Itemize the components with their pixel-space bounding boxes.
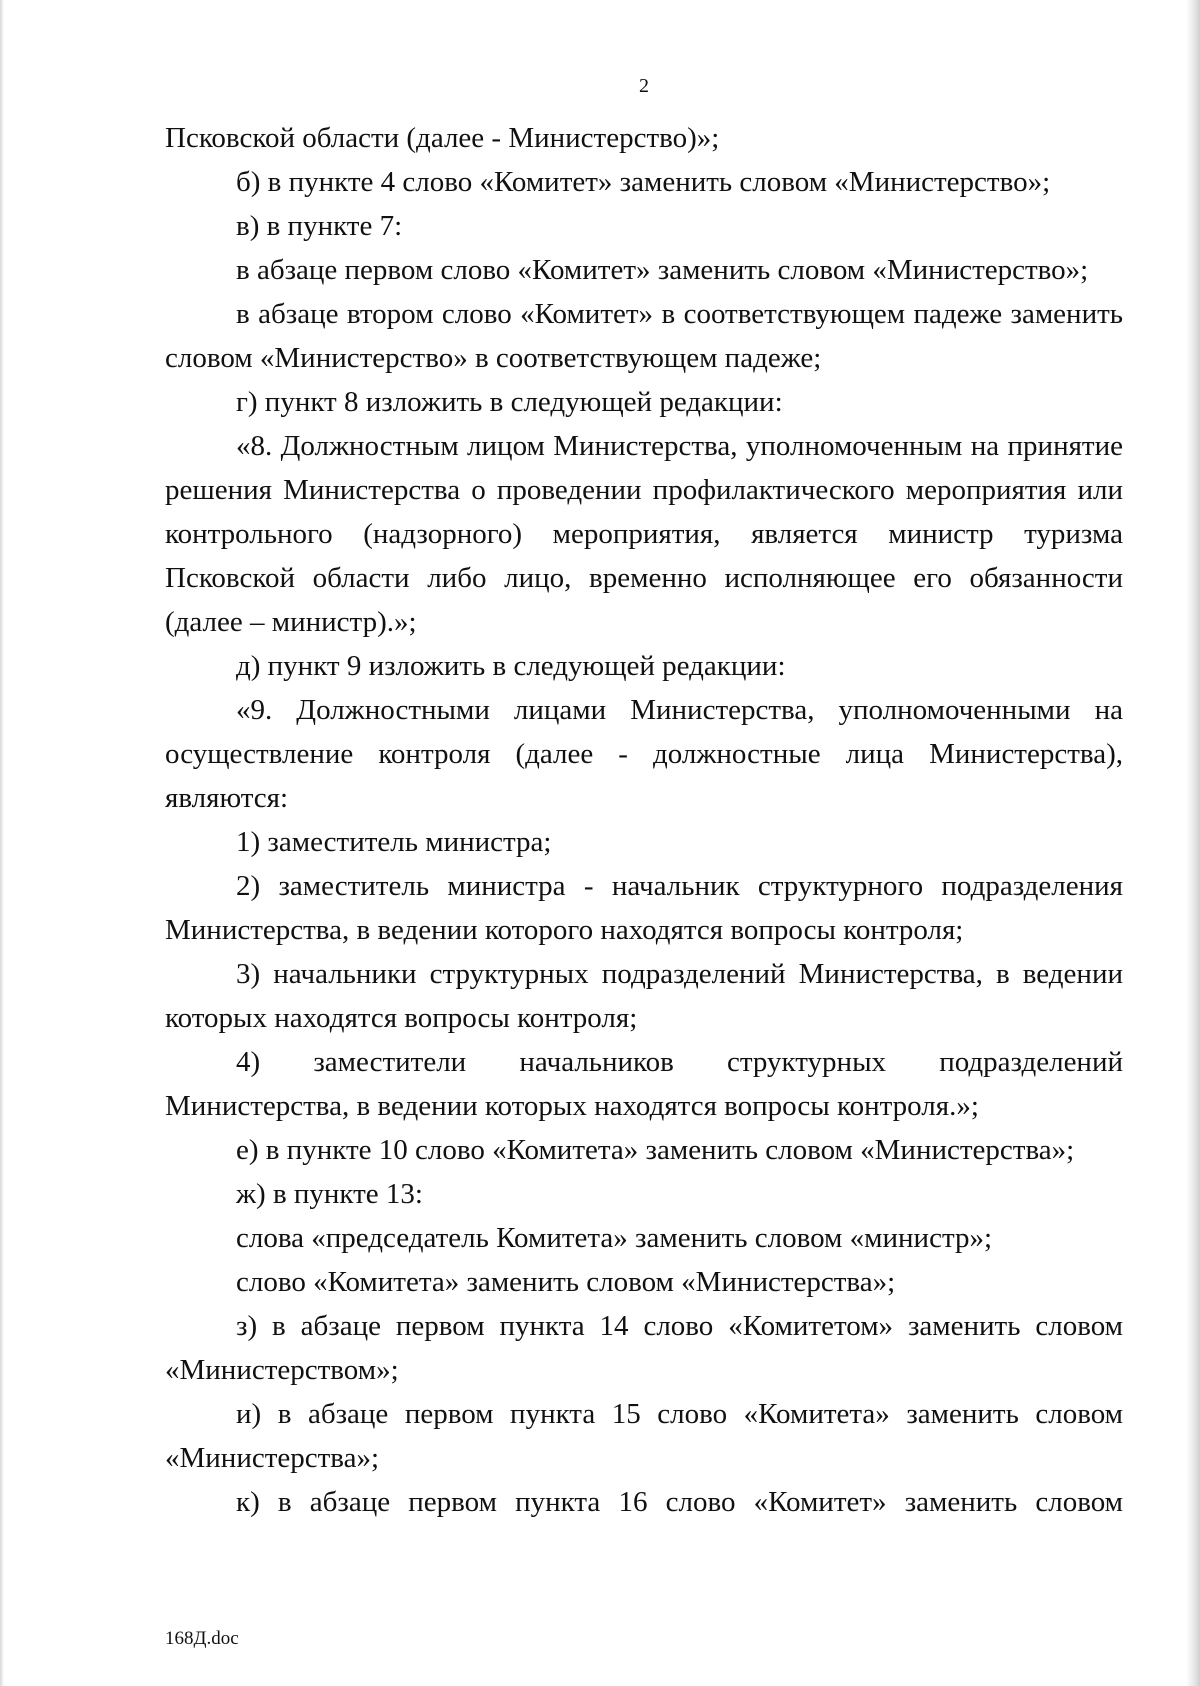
paragraph: е) в пункте 10 слово «Комитета» заменить словом «Министерства»; bbox=[236, 1134, 1075, 1166]
scan-edge-left bbox=[0, 0, 4, 1686]
list-item: 2) заместитель министра - начальник структурного подразделения Министерства, в ведении которого находятся вопросы контроля; bbox=[165, 870, 1123, 946]
paragraph: г) пункт 8 изложить в следующей редакции: bbox=[236, 386, 783, 418]
paragraph: ж) в пункте 13: bbox=[236, 1178, 423, 1210]
paragraph: Псковской области (далее - Министерство)»; bbox=[165, 122, 720, 154]
paragraph: в абзаце первом слово «Комитет» заменить словом «Министерство»; bbox=[236, 254, 1089, 286]
paragraph: к) в абзаце первом пункта 16 слово «Комитет» заменить словом bbox=[236, 1486, 1123, 1518]
paragraph: д) пункт 9 изложить в следующей редакции: bbox=[236, 650, 786, 682]
list-item: 4) заместители начальников структурных подразделений Министерства, в ведении которых находятся вопросы контроля.»; bbox=[165, 1046, 1123, 1122]
paragraph: в абзаце втором слово «Комитет» в соответствующем падеже заменить словом «Министерство» в соответствующем падеже; bbox=[165, 298, 1123, 374]
paragraph: слова «председатель Комитета» заменить словом «министр»; bbox=[236, 1222, 993, 1254]
paragraph: в) в пункте 7: bbox=[236, 210, 403, 242]
paragraph: б) в пункте 4 слово «Комитет» заменить словом «Министерство»; bbox=[236, 166, 1051, 198]
paragraph: слово «Комитета» заменить словом «Министерства»; bbox=[236, 1266, 896, 1298]
paragraph: «9. Должностными лицами Министерства, уполномоченными на осуществление контроля (далее - должностные лица Министерства), являются: bbox=[165, 694, 1123, 814]
scan-edge-right bbox=[1186, 0, 1200, 1686]
paragraph: «8. Должностным лицом Министерства, уполномоченным на принятие решения Министерства о проведении профилактического мероприятия или контрольного (надзорного) мероприятия, является министр туризма Псковской области либо лицо, временно исполняющее его обязанности (далее – министр).»; bbox=[165, 430, 1123, 638]
list-item: 3) начальники структурных подразделений Министерства, в ведении которых находятся вопросы контроля; bbox=[165, 958, 1123, 1034]
paragraph: з) в абзаце первом пункта 14 слово «Комитетом» заменить словом «Министерством»; bbox=[165, 1310, 1123, 1386]
footer-filename: 168Д.doc bbox=[165, 1628, 239, 1649]
paragraph: и) в абзаце первом пункта 15 слово «Комитета» заменить словом «Министерства»; bbox=[165, 1398, 1123, 1474]
document-body bbox=[165, 116, 1123, 1524]
list-item: 1) заместитель министра; bbox=[236, 826, 552, 858]
page-number: 2 bbox=[639, 75, 649, 97]
